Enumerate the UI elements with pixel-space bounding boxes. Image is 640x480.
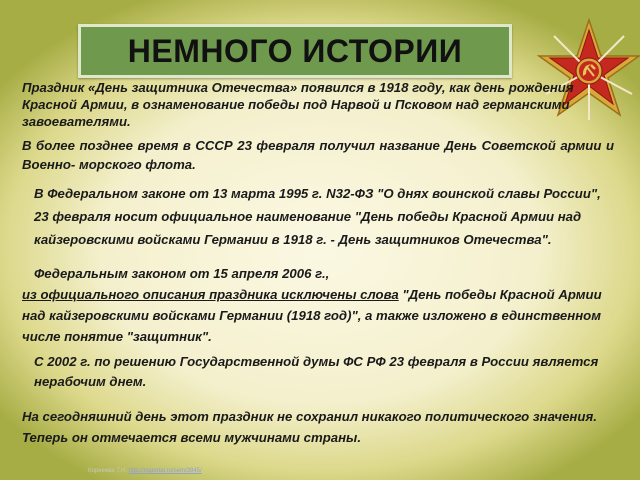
paragraph-ussr: В более позднее время в СССР 23 февраля получил название День Советской армии и Военно- морского флота. — [22, 138, 614, 172]
paragraph-origin: Праздник «День защитника Отечества» появился в 1918 году, как день рождения Красной Армии, в ознаменование победы под Нарвой и Псковом над германскими завоевателями. — [22, 80, 574, 129]
paragraph-today: На сегодняшний день этот праздник не сохранил никакого политического значения. Теперь он отмечается всеми мужчинами страны. — [22, 409, 597, 445]
footer-prefix: Корнеева Т.Н. — [88, 468, 129, 474]
history-text — [22, 79, 614, 448]
paragraph-law-1995: В Федеральном законе от 13 марта 1995 г. N32-ФЗ "О днях воинской славы России", 23 февраля носит официальное наименование "День победы Красной Армии над кайзеровскими войсками Германии в 1918 г. - День защитников Отечества". — [34, 186, 601, 247]
source-footer — [88, 468, 202, 474]
law-2006-rest: "День победы Красной Армии над кайзеровскими войсками Германии (1918 год)", а также изложено в единственном числе понятие "защитник". — [22, 287, 602, 344]
paragraph-day-off: С 2002 г. по решению Государственной думы ФС РФ 23 февраля в России является нерабочим днем. — [34, 354, 599, 389]
law-2006-intro: Федеральным законом от 15 апреля 2006 г., — [34, 266, 330, 281]
page-title: НЕМНОГО ИСТОРИИ — [127, 32, 463, 69]
law-2006-underlined: из официального описания праздника исключены слова — [22, 287, 399, 302]
paragraph-law-2006 — [22, 263, 614, 347]
source-link[interactable]: http://nsportal.ru/sem/3945/ — [128, 468, 202, 474]
title-banner — [78, 24, 512, 78]
